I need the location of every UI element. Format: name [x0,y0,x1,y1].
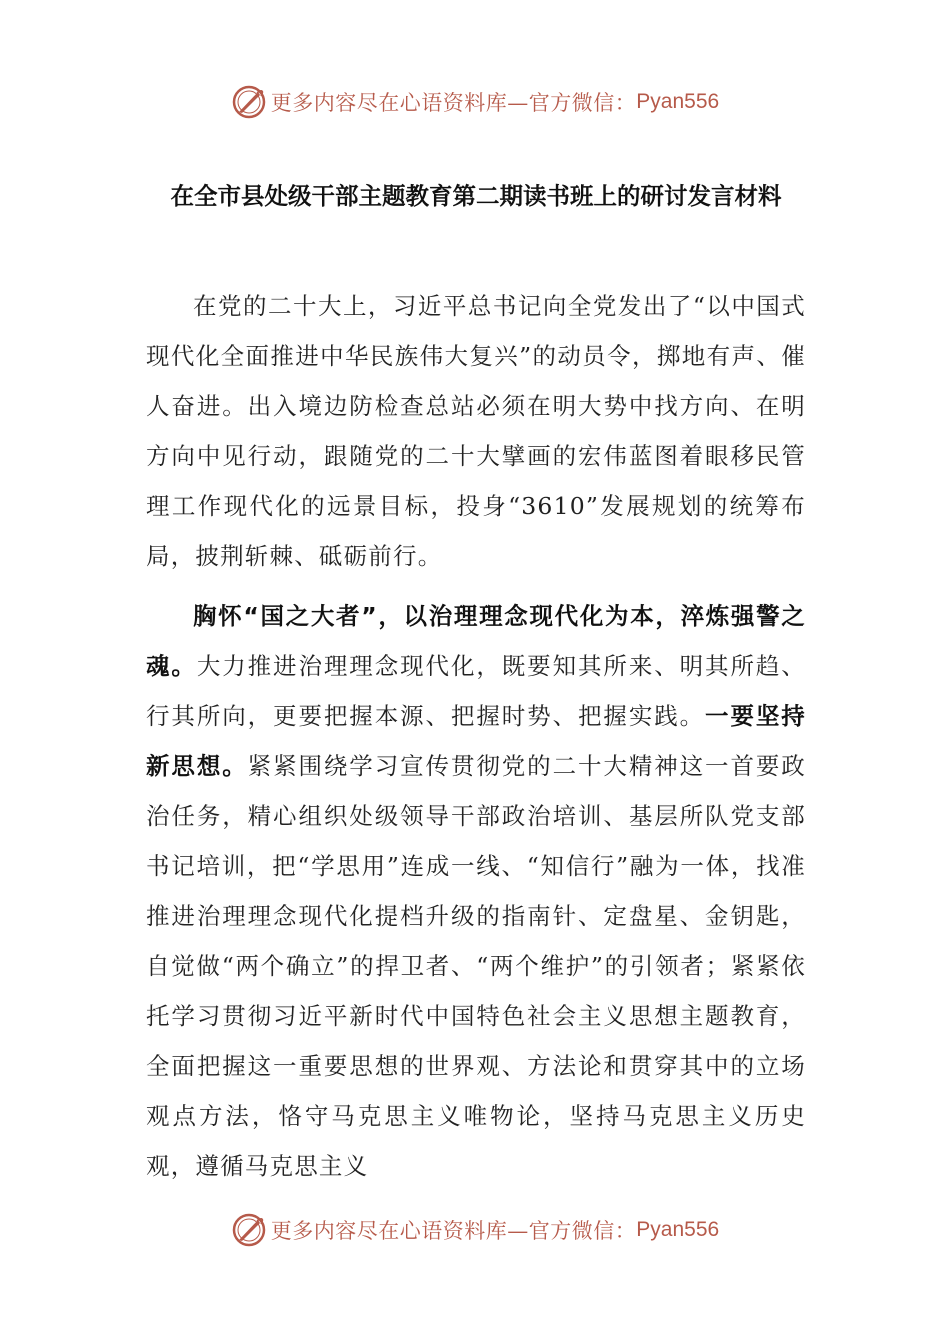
quill-logo-icon [231,1212,267,1248]
section-text-body: 紧紧围绕学习宣传贯彻党的二十大精神这一首要政治任务，精心组织处级领导干部政治培训、基层所队党支部书记培训，把“学思用”连成一线、“知信行”融为一体，找准推进治理理念现代化提档升级的指南针、定盘星、金钥匙，自觉做“两个确立”的捍卫者、“两个维护”的引领者；紧紧依托学习贯彻习近平新时代中国特色社会主义思想主题教育，全面把握这一重要思想的世界观、方法论和贯穿其中的立场观点方法，恪守马克思主义唯物论，坚持马克思主义历史观，遵循马克思主义 [146,752,806,1180]
section-text-intro: 大力推进治理理念现代化，既要知其所来、明其所趋、行其所向，更要把握本源、把握时势、把握实践。 [146,652,806,730]
page-title: 在全市县处级干部主题教育第二期读书班上的研讨发言材料 [170,182,782,210]
section-subheading: 一要坚持新思想。 [146,702,806,780]
watermark-wechat-id: Pyan556 [636,90,720,113]
watermark-text: 更多内容尽在心语资料库—官方微信： [270,1219,637,1243]
watermark-wechat-id: Pyan556 [636,1218,720,1241]
header-watermark [0,80,950,124]
section-heading: 胸怀“国之大者”，以治理理念现代化为本，淬炼强警之魂。 [146,602,806,680]
paragraph-section-one [146,591,806,1191]
quill-logo-icon [231,84,267,120]
paragraph-intro: 在党的二十大上，习近平总书记向全党发出了“以中国式现代化全面推进中华民族伟大复兴”的动员令，掷地有声、催人奋进。出入境边防检查总站必须在明大势中找方向、在明方向中见行动，跟随党的二十大擘画的宏伟蓝图着眼移民管理工作现代化的远景目标，投身“3610”发展规划的统筹布局，披荆斩棘、砥砺前行。 [146,292,806,570]
footer-watermark [0,1208,950,1252]
watermark-text: 更多内容尽在心语资料库—官方微信： [270,91,637,115]
